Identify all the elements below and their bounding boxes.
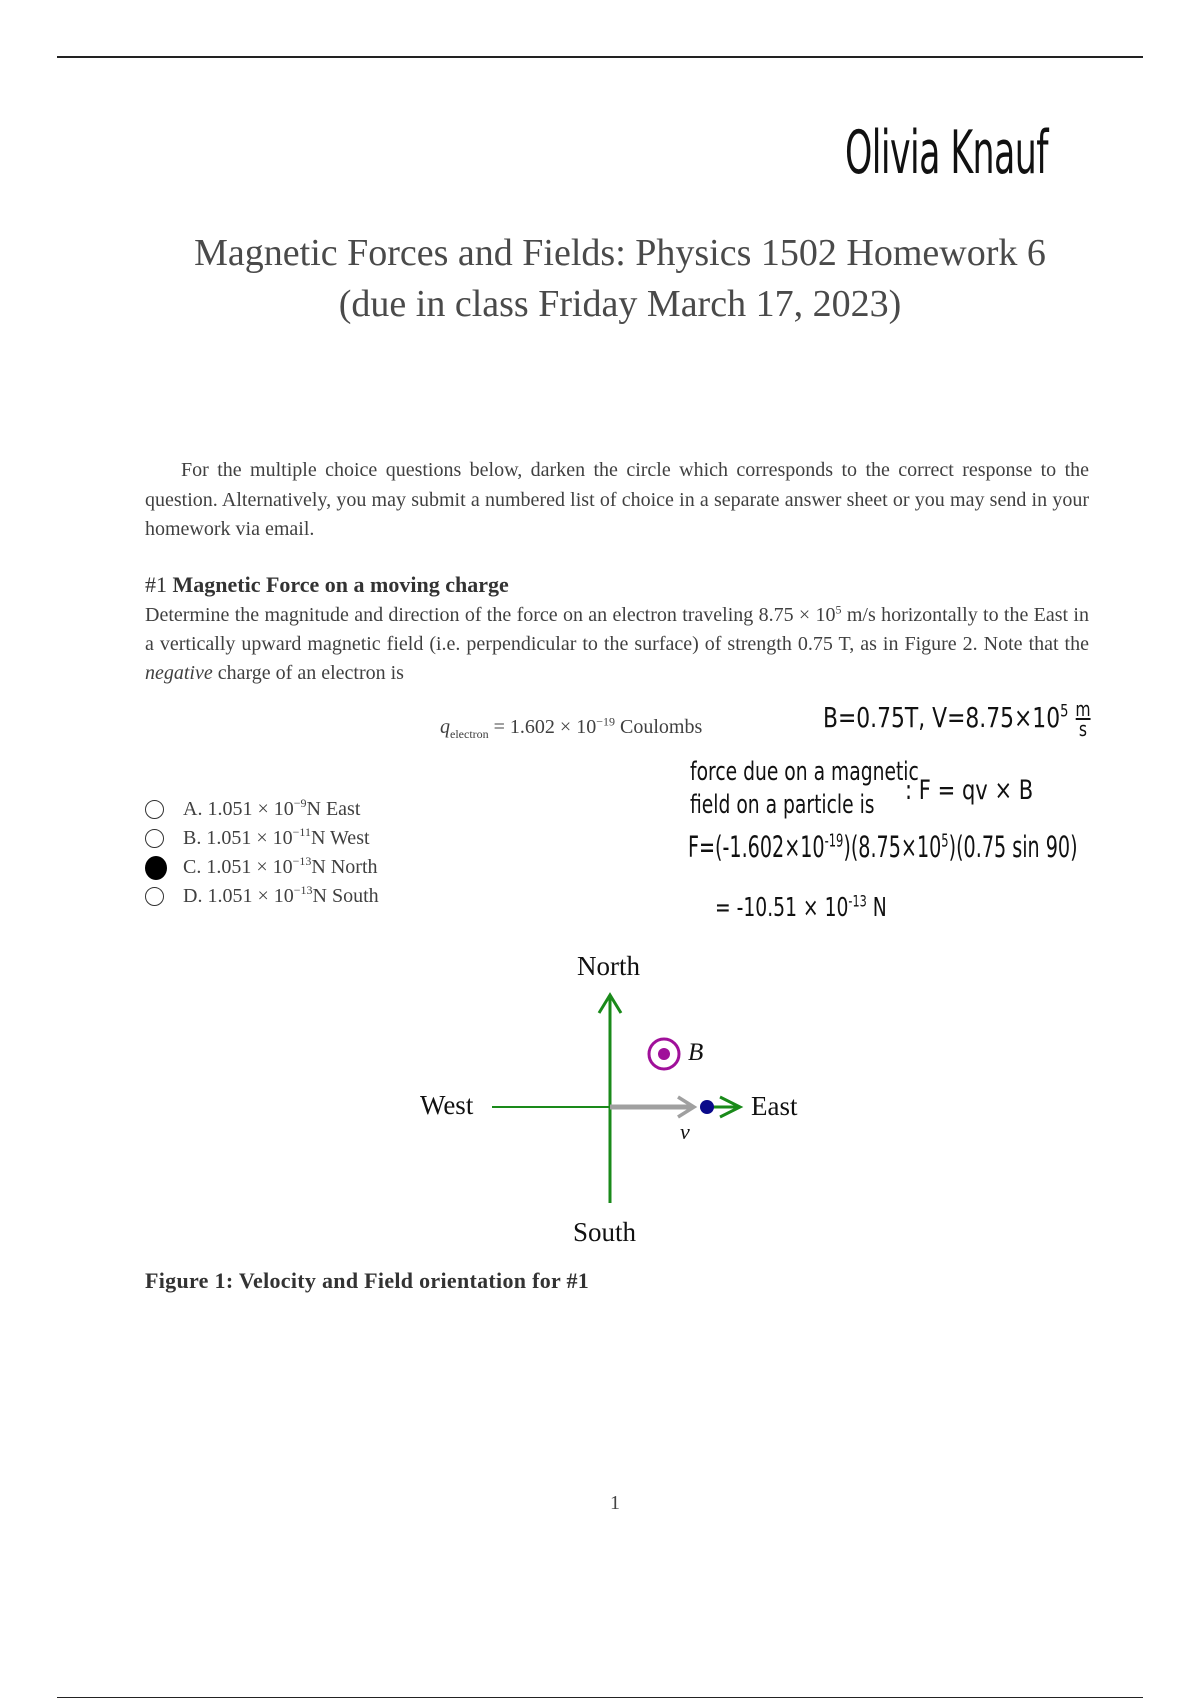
question-number: #1: [145, 572, 167, 597]
handwritten-result: [715, 893, 887, 923]
question-text-1: Determine the magnitude and direction of the force on an electron traveling 8.75 × 10: [145, 604, 836, 626]
hw-result-text: = -10.51 × 10: [715, 893, 849, 923]
title-line-1: Magnetic Forces and Fields: Physics 1502 Homework 6: [194, 232, 1046, 274]
electron-dot-icon: [700, 1100, 714, 1114]
choice-label: D. 1.051 × 10: [183, 885, 294, 907]
question-heading: [145, 572, 509, 598]
hw-unit-fraction: [1075, 697, 1091, 741]
question-body: [145, 601, 1089, 688]
handwritten-note-line-2: field on a particle is: [690, 790, 875, 820]
top-rule: [57, 56, 1143, 58]
hw-calc-exp-1: -19: [824, 831, 844, 852]
hw-calc-3: )(0.75 sin 90): [948, 830, 1078, 864]
orientation-figure: [420, 945, 820, 1260]
label-east: East: [751, 1091, 798, 1121]
equation-subscript: electron: [450, 727, 489, 741]
handwritten-calculation: [688, 830, 1078, 864]
label-west: West: [420, 1090, 474, 1120]
choice-label: B. 1.051 × 10: [183, 827, 293, 849]
charge-equation: [440, 716, 702, 739]
hw-given-exp: 5: [1060, 700, 1069, 721]
hw-result-unit: N: [866, 893, 887, 923]
hw-calc-exp-2: 5: [941, 831, 949, 852]
handwritten-formula: : F = qv × B: [905, 775, 1034, 806]
figure-caption: Figure 1: Velocity and Field orientation for #1: [145, 1268, 590, 1293]
choice-direction: N North: [311, 856, 378, 878]
radio-empty-icon[interactable]: [145, 829, 164, 848]
choice-direction: N West: [310, 827, 370, 849]
choice-label: C. 1.051 × 10: [183, 856, 293, 878]
question-exponent: 5: [835, 602, 842, 617]
choice-label: A. 1.051 × 10: [183, 798, 294, 820]
radio-empty-icon[interactable]: [145, 800, 164, 819]
question-emphasis: negative: [145, 662, 213, 684]
choice-direction: N East: [306, 798, 361, 820]
question-text-2: m/s horizontally to the East in a vertically upward magnetic field (i.e. perpendicular to the surface) of strength 0.75 T, as in Figure 2. Note that the: [145, 604, 1089, 655]
choice-a[interactable]: A. 1.051 × 10 $^{-9}$ N East: [145, 795, 379, 824]
label-field-b: B: [688, 1039, 704, 1066]
radio-empty-icon[interactable]: [145, 887, 164, 906]
choice-b[interactable]: B. 1.051 × 10 $^{-11}$ N West: [145, 824, 379, 853]
hw-calc-1: F=(-1.602×10: [688, 830, 825, 864]
question-title: Magnetic Force on a moving charge: [172, 572, 509, 597]
hw-unit-num: m: [1075, 697, 1091, 721]
equation-relation: = 1.602 × 10: [488, 716, 597, 738]
bottom-rule: [57, 1697, 1143, 1698]
instructions-paragraph: For the multiple choice questions below, darken the circle which corresponds to the correct response to the question. Alternatively, you may submit a numbered list of choice in a separate answer sheet or you may send in your homework via email.: [145, 459, 1089, 540]
label-velocity-v: v: [680, 1119, 690, 1144]
label-north: North: [577, 951, 640, 981]
handwritten-signature: Olivia Knauf: [845, 118, 1048, 188]
document-title: [100, 228, 1140, 330]
equation-exponent: −19: [596, 714, 615, 729]
handwritten-note-line-1: force due on a magnetic: [690, 757, 919, 787]
radio-filled-icon[interactable]: [145, 856, 167, 880]
choice-d[interactable]: D. 1.051 × 10 $^{-13}$ N South: [145, 882, 379, 911]
answer-choices: [145, 795, 379, 911]
label-south: South: [573, 1217, 637, 1247]
hw-calc-2: )(8.75×10: [843, 830, 942, 864]
choice-c[interactable]: C. 1.051 × 10 $^{-13}$ N North: [145, 853, 379, 882]
title-line-2: (due in class Friday March 17, 2023): [338, 283, 902, 325]
hw-result-exp: -13: [848, 892, 867, 911]
page-number: 1: [610, 1492, 620, 1514]
handwritten-given-values: [823, 697, 1091, 741]
hw-given-text: B=0.75T, V=8.75×10: [823, 701, 1061, 734]
field-dot-icon: [658, 1048, 670, 1060]
hw-unit-den: s: [1078, 717, 1088, 741]
equation-symbol: q: [440, 716, 450, 738]
choice-direction: N South: [312, 885, 379, 907]
equation-unit: Coulombs: [615, 716, 703, 738]
question-text-3: charge of an electron is: [212, 662, 404, 684]
